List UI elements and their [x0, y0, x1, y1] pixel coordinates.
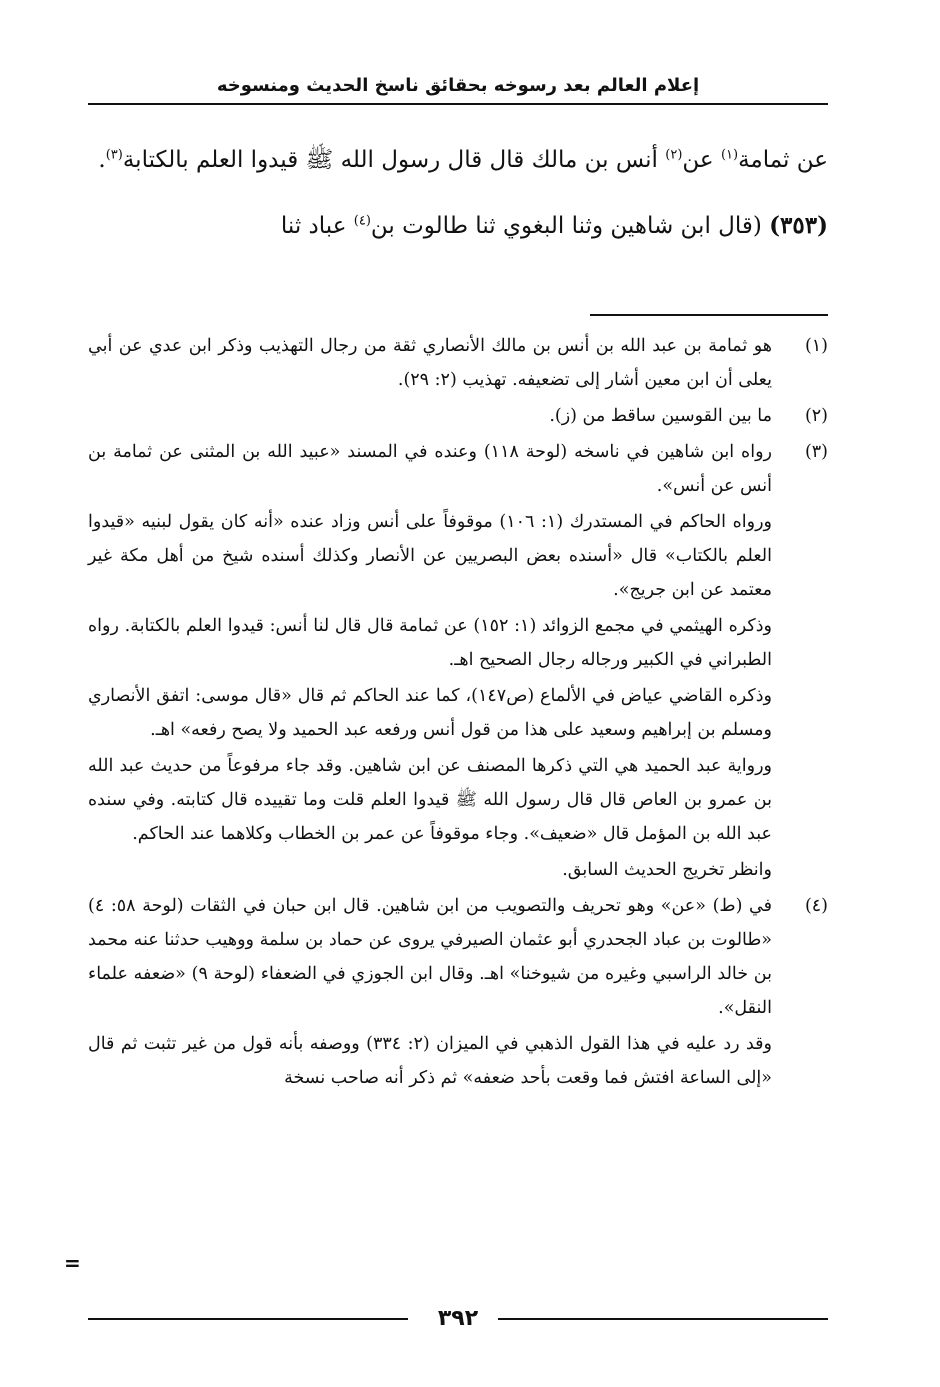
footnote-2 — [88, 399, 828, 433]
hadith-number: (٣٥٣) — [769, 212, 828, 239]
footnote-1 — [88, 329, 828, 397]
continuation-mark: = — [64, 1251, 81, 1275]
footnote-ref-3[interactable]: (٣) — [105, 147, 123, 163]
page-footer — [88, 1304, 828, 1334]
main-paragraph-2: (٣٥٣) (قال ابن شاهين وثنا البغوي ثنا طالوت بن$^{(٤)}$ عباد ثنا — [280, 212, 828, 239]
footnote-paragraph: وذكره الهيثمي في مجمع الزوائد (١: ١٥٢) عن ثمامة قال قال لنا أنس: قيدوا العلم بالكتابة. رواه الطبراني في الكبير ورجاله رجال الصحيح اهـ. — [88, 616, 772, 670]
footnote-paragraph: هو ثمامة بن عبد الله بن أنس بن مالك الأنصاري ثقة من رجال التهذيب وذكر ابن عدي عن أبي يعلى أن ابن معين أشار إلى تضعيفه. تهذيب (٢: ٢٩). — [88, 336, 772, 390]
footnote-ref-1[interactable]: (١) — [720, 147, 739, 163]
footnote-3 — [88, 435, 828, 887]
footnote-paragraph: في (ط) «عن» وهو تحريف والتصويب من ابن شاهين. قال ابن حبان في الثقات (لوحة ٥٨: ٤) «طالوت بن عباد الجحدري أبو عثمان الصيرفي يروى عن حماد بن سلمة ووهيب حدثنا عنه محمد بن خالد الراسبي وغيره من شيوخنا» اهـ. وقال ابن الجوزي في الضعفاء (لوحة ٩) «ضعفه علماء النقل». — [88, 896, 772, 1018]
footnote-body — [88, 329, 772, 397]
footnote-number: (٢) — [804, 406, 828, 426]
footnote-ref-2[interactable]: (٢) — [665, 147, 683, 163]
footnote-body — [88, 399, 772, 433]
footnotes — [88, 329, 828, 1097]
main-text — [88, 138, 828, 249]
footnote-paragraph: وقد رد عليه في هذا القول الذهبي في الميزان (٢: ٣٣٤) ووصفه بأنه قول من غير تثبت ثم قال «إلى الساعة افتش فما وقعت بأحد ضعفه» ثم ذكر أنه صاحب نسخة — [88, 1034, 772, 1088]
footnote-paragraph: ما بين القوسين ساقط من (ز). — [549, 406, 772, 426]
footnote-body — [88, 889, 772, 1095]
footnote-paragraph: ورواية عبد الحميد هي التي ذكرها المصنف عن ابن شاهين. وقد جاء مرفوعاً من حديث عبد الله بن عمرو بن العاص قال قال رسول الله ﷺ قيدوا العلم قلت وما تقييده قال كتابته. وفي سنده عبد الله بن المؤمل قال «ضعيف». وجاء موقوفاً عن عمر بن الخطاب وكلاهما عند الحاكم. — [88, 756, 772, 844]
book-page — [64, 0, 828, 1387]
footnote-paragraph: رواه ابن شاهين في ناسخه (لوحة ١١٨) وعنده في المسند «عبيد الله بن المثنى عن ثمامة بن أنس عن أنس». — [88, 442, 772, 496]
footnote-separator — [590, 314, 828, 316]
page-number: ٣٩٢ — [437, 1306, 479, 1331]
footnote-number: (١) — [804, 336, 828, 356]
header-rule — [88, 103, 828, 105]
footnote-paragraph: ورواه الحاكم في المستدرك (١: ١٠٦) موقوفاً على أنس وزاد عنده «أنه كان يقول لبنيه «قيدوا العلم بالكتاب» قال «أسنده بعض البصريين عن الأنصار وكذلك أسنده شيخ من أهل مكة غير معتمد عن ابن جريج». — [88, 512, 772, 600]
footnote-number: (٣) — [804, 442, 828, 462]
footnote-paragraph: وذكره القاضي عياض في الألماع (ص١٤٧)، كما عند الحاكم ثم قال «قال موسى: اتفق الأنصاري ومسلم بن إبراهيم وسعيد على هذا من قول أنس ورفعه عبد الحميد ولا يصح رفعه» اهـ. — [88, 686, 772, 740]
footnote-4 — [88, 889, 828, 1095]
footnote-ref-4[interactable]: (٤) — [353, 213, 371, 229]
footnote-paragraph: وانظر تخريج الحديث السابق. — [562, 860, 772, 880]
footnote-number: (٤) — [804, 896, 828, 916]
running-header: إعلام العالم بعد رسوخه بحقائق ناسخ الحديث ومنسوخه — [216, 75, 700, 96]
footer-rule-right — [498, 1318, 828, 1320]
footnote-body — [88, 435, 772, 887]
main-paragraph-1: عن ثمامة$^{(١)}$ عن$^{(٢)}$ أنس بن مالك قال قال رسول الله ﷺ قيدوا العلم بالكتابة$^{(٣)}$. — [98, 147, 828, 173]
